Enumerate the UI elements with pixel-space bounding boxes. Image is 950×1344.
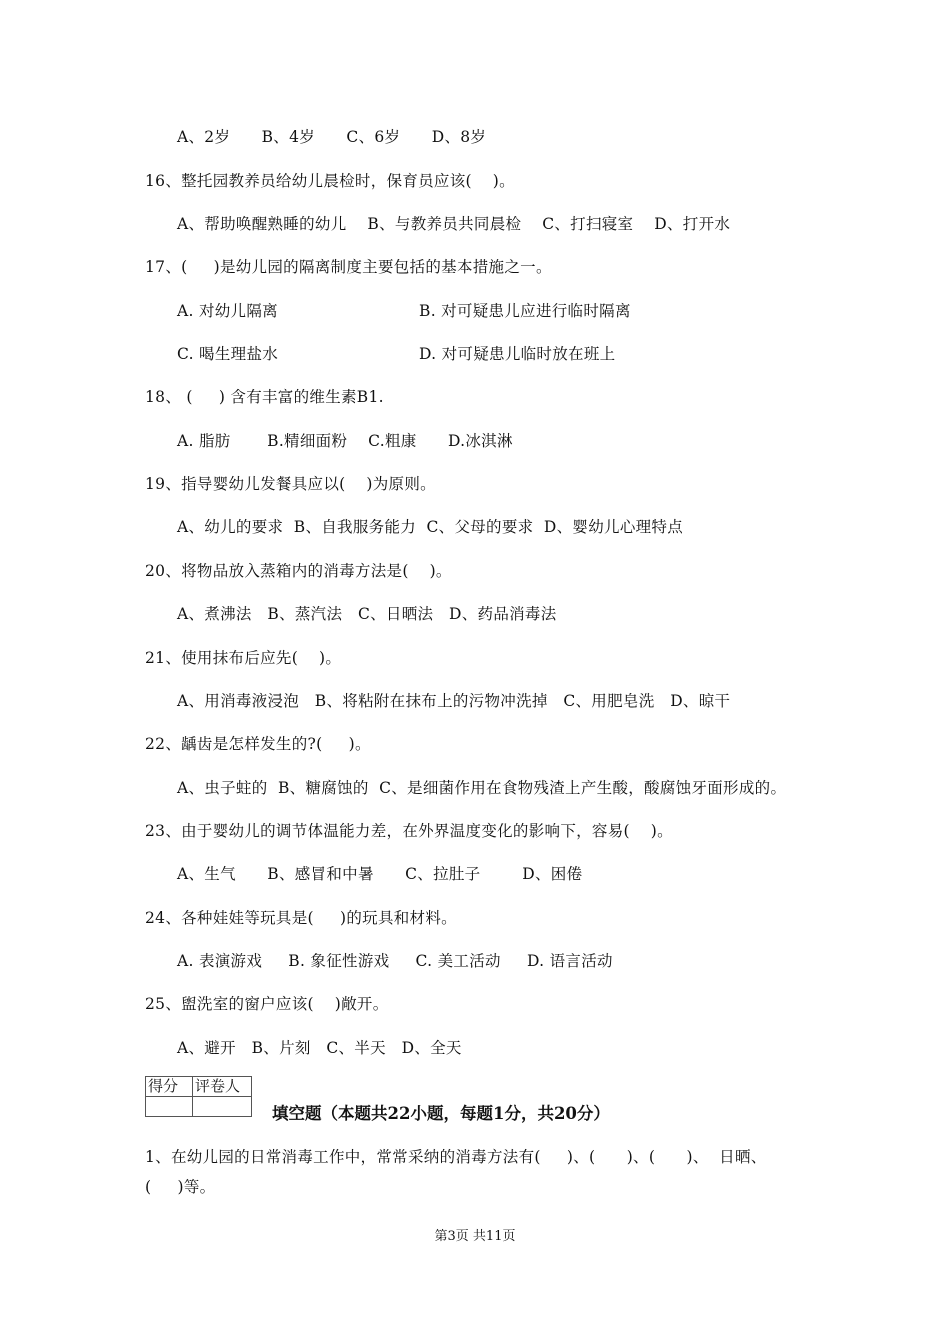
grader-cell[interactable] [193,1097,252,1117]
answer-options: A、用消毒液浸泡 B、将粘附在抹布上的污物冲洗掉 C、用肥皂洗 D、晾干 [177,692,731,710]
answer-options: A、生气 B、感冒和中暑 C、拉肚子 D、困倦 [177,865,583,883]
answer-options: A、煮沸法 B、蒸汽法 C、日晒法 D、药品消毒法 [177,605,557,623]
question-text: 17、( )是幼儿园的隔离制度主要包括的基本措施之一。 [145,258,552,276]
answer-options: A、虫子蛀的 B、糖腐蚀的 C、是细菌作用在食物残渣上产生酸，酸腐蚀牙面形成的。 [177,779,787,797]
question-text: 21、使用抹布后应先( )。 [145,649,342,667]
question-text: 24、各种娃娃等玩具是( )的玩具和材料。 [145,909,457,927]
answer-options: C. 喝生理盐水 [177,345,279,363]
answer-options: A. 脂肪 B.精细面粉 C.粗康 D.冰淇淋 [177,432,513,450]
question-text: 20、将物品放入蒸箱内的消毒方法是( )。 [145,562,452,580]
question-text: 16、整托园教养员给幼儿晨检时，保育员应该( )。 [145,172,515,190]
page-footer: 第3页 共11页 [434,1229,516,1244]
question-text: 18、 ( ) 含有丰富的维生素B1. [145,388,384,406]
answer-options: A、避开 B、片刻 C、半天 D、全天 [177,1039,462,1057]
answer-option-right: D. 对可疑患儿临时放在班上 [419,345,616,363]
section-title: 填空题（本题共22小题，每题1分，共20分） [272,1104,610,1123]
question-text: 19、指导婴幼儿发餐具应以( )为原则。 [145,475,436,493]
question-text: 1、在幼儿园的日常消毒工作中，常常采纳的消毒方法有( )、( )、( )、 日晒、 [145,1148,767,1166]
score-label: 得分 [146,1077,193,1097]
question-text: ( )等。 [145,1178,216,1196]
answer-options: A. 对幼儿隔离 [177,302,278,320]
grader-label: 评卷人 [193,1077,252,1097]
answer-option-right: B. 对可疑患儿应进行临时隔离 [419,302,631,320]
answer-options: A、2岁 B、4岁 C、6岁 D、8岁 [177,128,487,146]
answer-options: A、帮助唤醒熟睡的幼儿 B、与教养员共同晨检 C、打扫寝室 D、打开水 [177,215,731,233]
question-text: 23、由于婴幼儿的调节体温能力差，在外界温度变化的影响下，容易( )。 [145,822,673,840]
score-box [145,1076,252,1117]
score-cell[interactable] [146,1097,193,1117]
question-text: 25、盥洗室的窗户应该( )敞开。 [145,995,389,1013]
answer-options: A、幼儿的要求 B、自我服务能力 C、父母的要求 D、婴幼儿心理特点 [177,518,684,536]
answer-options: A. 表演游戏 B. 象征性游戏 C. 美工活动 D. 语言活动 [177,952,613,970]
question-text: 22、龋齿是怎样发生的?( )。 [145,735,371,753]
